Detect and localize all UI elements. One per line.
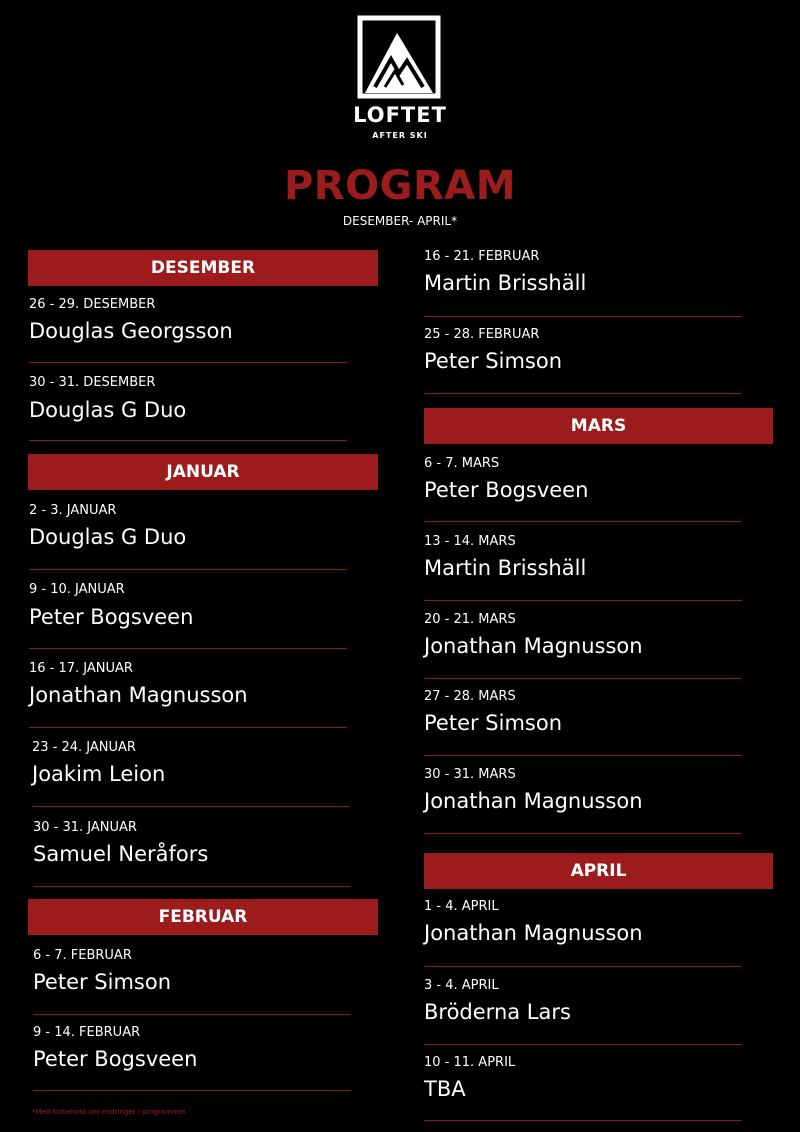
event-divider <box>424 600 742 601</box>
event-artist: Bröderna Lars <box>424 1000 571 1024</box>
event-date: 27 - 28. MARS <box>424 689 516 704</box>
event-date: 3 - 4. APRIL <box>424 978 499 993</box>
event-date: 16 - 17. JANUAR <box>29 661 133 676</box>
disclaimer: *Med forbehold om endringer i programmet <box>32 1108 186 1116</box>
event-artist: Martin Brisshäll <box>424 556 587 580</box>
event-divider <box>33 1014 351 1015</box>
event-divider <box>29 440 347 441</box>
event-divider <box>424 316 742 317</box>
event-divider <box>424 1120 742 1121</box>
event-artist: Douglas G Duo <box>29 525 187 549</box>
month-header: JANUAR <box>28 454 378 490</box>
event-date: 30 - 31. DESEMBER <box>29 375 156 390</box>
event-artist: Douglas G Duo <box>29 398 187 422</box>
event-divider <box>424 1044 742 1045</box>
event-artist: Joakim Leion <box>32 762 166 786</box>
event-divider <box>33 886 351 887</box>
event-date: 20 - 21. MARS <box>424 612 516 627</box>
event-artist: Peter Simson <box>33 970 172 994</box>
event-divider <box>424 833 742 834</box>
event-divider <box>29 727 347 728</box>
program-title: PROGRAM <box>283 163 516 209</box>
event-divider <box>424 755 742 756</box>
loftet-mountain-logo <box>357 15 441 99</box>
event-date: 30 - 31. MARS <box>424 767 516 782</box>
event-date: 26 - 29. DESEMBER <box>29 297 156 312</box>
event-artist: Peter Bogsveen <box>424 478 589 502</box>
month-header: DESEMBER <box>28 250 378 286</box>
event-date: 6 - 7. FEBRUAR <box>33 948 132 963</box>
brand-subtitle: AFTER SKI <box>372 131 428 140</box>
brand-name: LOFTET <box>353 103 447 127</box>
event-artist: Martin Brisshäll <box>424 271 587 295</box>
event-artist: Peter Bogsveen <box>33 1047 198 1071</box>
event-artist: Peter Simson <box>424 349 563 373</box>
month-header: FEBRUAR <box>28 899 378 935</box>
event-artist: Jonathan Magnusson <box>29 683 248 707</box>
event-artist: Jonathan Magnusson <box>424 634 643 658</box>
program-subtitle: DESEMBER- APRIL* <box>342 214 458 228</box>
event-date: 10 - 11. APRIL <box>424 1055 516 1070</box>
event-artist: Douglas Georgsson <box>29 319 233 343</box>
month-header: APRIL <box>424 853 773 889</box>
event-divider <box>424 521 742 522</box>
event-date: 13 - 14. MARS <box>424 534 516 549</box>
event-divider <box>424 966 742 967</box>
event-date: 6 - 7. MARS <box>424 456 500 471</box>
event-artist: TBA <box>424 1077 466 1101</box>
event-divider <box>424 678 742 679</box>
event-date: 1 - 4. APRIL <box>424 899 499 914</box>
event-date: 2 - 3. JANUAR <box>29 503 117 518</box>
event-divider <box>32 806 350 807</box>
event-divider <box>29 648 347 649</box>
event-date: 9 - 14. FEBRUAR <box>33 1025 141 1040</box>
event-artist: Peter Simson <box>424 711 563 735</box>
event-artist: Jonathan Magnusson <box>424 789 643 813</box>
event-date: 25 - 28. FEBRUAR <box>424 327 540 342</box>
event-artist: Samuel Neråfors <box>33 842 209 866</box>
event-date: 30 - 31. JANUAR <box>33 820 137 835</box>
month-header: MARS <box>424 408 773 444</box>
event-date: 9 - 10. JANUAR <box>29 582 125 597</box>
event-artist: Peter Bogsveen <box>29 605 194 629</box>
event-divider <box>29 569 347 570</box>
event-date: 23 - 24. JANUAR <box>32 740 136 755</box>
event-date: 16 - 21. FEBRUAR <box>424 249 540 264</box>
event-divider <box>33 1090 351 1091</box>
event-artist: Jonathan Magnusson <box>424 921 643 945</box>
event-divider <box>424 393 742 394</box>
event-divider <box>29 362 347 363</box>
